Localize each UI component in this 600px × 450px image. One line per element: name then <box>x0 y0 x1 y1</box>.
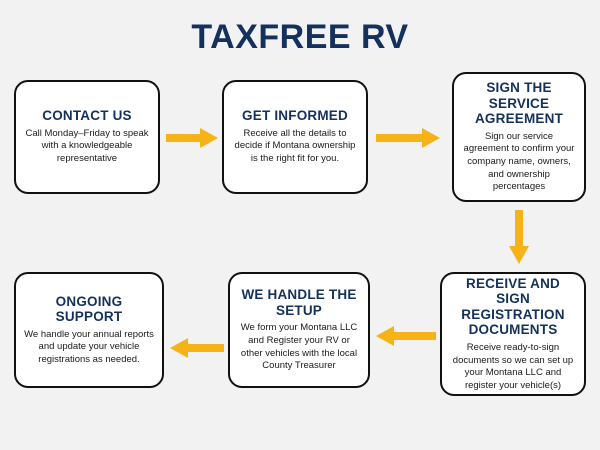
arrow-right-contact-to-informed <box>166 128 218 148</box>
step-card-receive-and-sign-registration-documents <box>440 272 586 396</box>
step-heading: SIGN THE SERVICE AGREEMENT <box>474 80 564 127</box>
arrow-left-registration-to-setup <box>376 326 436 346</box>
arrow-right-informed-to-agreement <box>376 128 440 148</box>
step-body: We form your Montana LLC and Register your RV or other vehicles with the local County Treasurer <box>240 322 358 372</box>
step-body: Receive ready-to-sign documents so we can set up your Montana LLC and register your vehicle(s) <box>452 341 574 391</box>
step-heading: ONGOING SUPPORT <box>55 293 123 325</box>
step-body: Sign our service agreement to confirm your company name, owners, and ownership percentages <box>463 130 575 193</box>
step-body: We handle your annual reports and update your vehicle registrations as needed. <box>24 328 154 365</box>
page-title: TAXFREE RV <box>191 18 409 56</box>
step-card-we-handle-the-setup <box>228 272 370 388</box>
step-body: Receive all the details to decide if Montana ownership is the right fit for you. <box>234 127 356 165</box>
step-heading: RECEIVE AND SIGN REGISTRATION DOCUMENTS <box>461 275 565 338</box>
step-heading: WE HANDLE THE SETUP <box>241 287 357 318</box>
step-card-get-informed <box>222 80 368 194</box>
arrow-down-agreement-to-registration <box>509 210 529 264</box>
arrow-left-setup-to-support <box>170 338 224 358</box>
step-heading: CONTACT US <box>42 108 132 124</box>
step-card-ongoing-support <box>14 272 164 388</box>
step-heading: GET INFORMED <box>242 108 348 124</box>
step-body: Call Monday–Friday to speak with a knowledgeable representative <box>25 127 149 165</box>
step-card-sign-the-service-agreement <box>452 72 586 202</box>
step-card-contact-us <box>14 80 160 194</box>
